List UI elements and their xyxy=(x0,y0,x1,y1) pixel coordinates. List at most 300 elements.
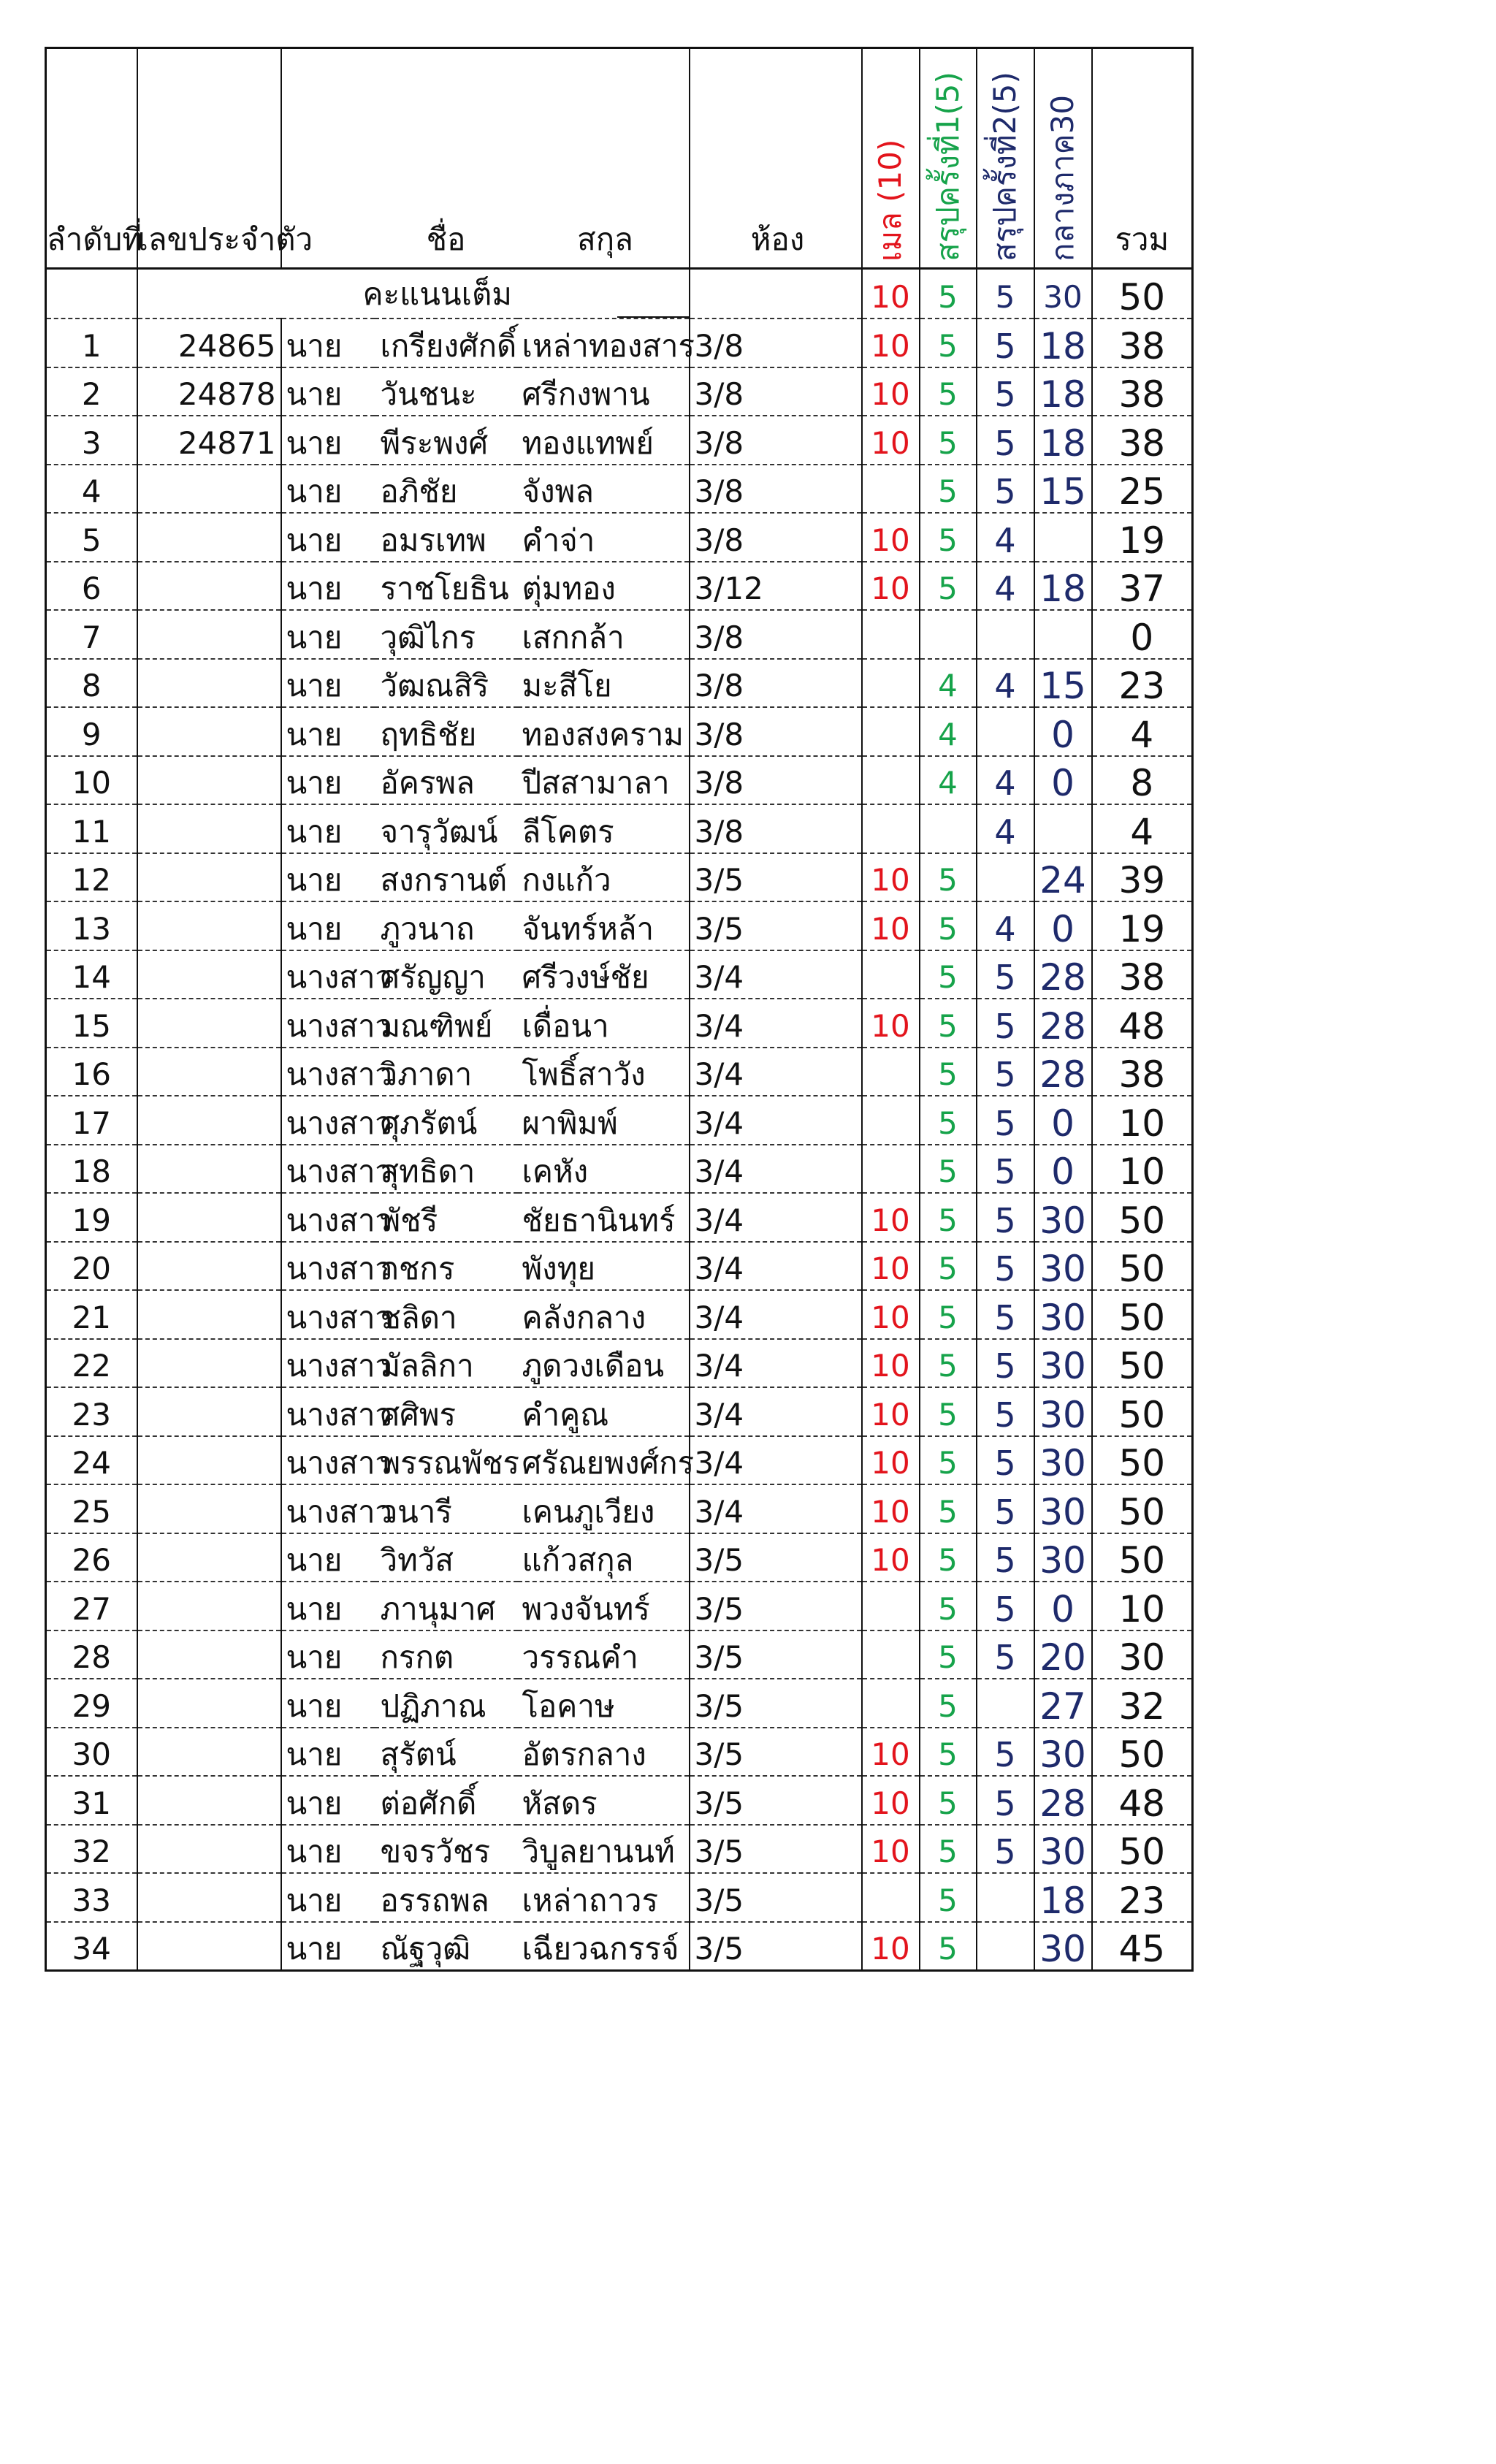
row-total-score: 48 xyxy=(1092,999,1193,1048)
row-mail-score: 10 xyxy=(862,1728,920,1777)
row-student-id xyxy=(137,610,281,659)
row-total-score: 38 xyxy=(1092,319,1193,367)
row-seq: 2 xyxy=(46,367,137,416)
row-first-name: ชลิดา xyxy=(375,1290,518,1339)
row-last-name: ศรัณยพงศ์กร xyxy=(518,1436,690,1485)
row-title: นาย xyxy=(281,1728,375,1777)
row-summary2-score: 5 xyxy=(977,1825,1034,1874)
row-summary1-score: 5 xyxy=(920,1096,977,1145)
row-title: นาย xyxy=(281,513,375,562)
row-summary1-score: 5 xyxy=(920,1145,977,1194)
row-seq: 24 xyxy=(46,1436,137,1485)
row-first-name: กรกต xyxy=(375,1630,518,1679)
row-seq: 17 xyxy=(46,1096,137,1145)
row-total-score: 50 xyxy=(1092,1825,1193,1874)
row-room: 3/4 xyxy=(690,1048,862,1096)
row-midterm-score: 30 xyxy=(1034,1387,1092,1436)
row-midterm-score: 18 xyxy=(1034,319,1092,367)
row-mail-score: 10 xyxy=(862,999,920,1048)
row-seq: 29 xyxy=(46,1679,137,1728)
row-summary2-score: 4 xyxy=(977,804,1034,853)
row-summary1-score: 5 xyxy=(920,1242,977,1291)
row-title: นางสาว xyxy=(281,1339,375,1388)
row-mail-score: 10 xyxy=(862,1484,920,1533)
row-summary1-score: 5 xyxy=(920,1484,977,1533)
row-last-name: ผาพิมพ์ xyxy=(518,1096,690,1145)
row-mail-score xyxy=(862,610,920,659)
row-last-name: ชัยธานินทร์ xyxy=(518,1193,690,1242)
row-first-name: วุฒิไกร xyxy=(375,610,518,659)
row-total-score: 50 xyxy=(1092,1387,1193,1436)
row-student-id xyxy=(137,950,281,999)
row-room: 3/4 xyxy=(690,1339,862,1388)
row-summary1-score: 5 xyxy=(920,416,977,465)
row-total-score: 10 xyxy=(1092,1582,1193,1630)
row-mail-score xyxy=(862,659,920,708)
row-seq: 4 xyxy=(46,465,137,514)
row-room: 3/5 xyxy=(690,1533,862,1582)
row-first-name: พัชรี xyxy=(375,1193,518,1242)
table-row xyxy=(46,1582,1193,1630)
row-first-name: ภานุมาศ xyxy=(375,1582,518,1630)
table-row xyxy=(46,950,1193,999)
row-summary2-score: 4 xyxy=(977,513,1034,562)
row-summary2-score xyxy=(977,610,1034,659)
row-student-id xyxy=(137,1339,281,1388)
row-seq: 13 xyxy=(46,901,137,950)
header-room: ห้อง xyxy=(690,48,862,269)
header-first-name: ชื่อ xyxy=(375,48,518,269)
row-last-name: พังทุย xyxy=(518,1242,690,1291)
header-midterm-text: กลางภาค30 xyxy=(1045,94,1080,262)
row-last-name: คำจ่า xyxy=(518,513,690,562)
row-first-name: พรรณพัชร xyxy=(375,1436,518,1485)
row-summary2-score: 5 xyxy=(977,1533,1034,1582)
row-summary2-score xyxy=(977,853,1034,902)
row-mail-score: 10 xyxy=(862,367,920,416)
full-score-label: คะแนนเต็ม xyxy=(362,276,512,312)
row-last-name: ลีโคตร xyxy=(518,804,690,853)
row-room: 3/5 xyxy=(690,901,862,950)
row-seq: 23 xyxy=(46,1387,137,1436)
row-title: นาย xyxy=(281,465,375,514)
row-total-score: 19 xyxy=(1092,513,1193,562)
row-summary2-score: 5 xyxy=(977,950,1034,999)
row-total-score: 48 xyxy=(1092,1776,1193,1825)
row-total-score: 50 xyxy=(1092,1728,1193,1777)
table-row xyxy=(46,1387,1193,1436)
table-row xyxy=(46,659,1193,708)
row-student-id: 24878 xyxy=(137,367,281,416)
row-room: 3/8 xyxy=(690,610,862,659)
row-total-score: 23 xyxy=(1092,1873,1193,1922)
row-total-score: 50 xyxy=(1092,1484,1193,1533)
row-student-id xyxy=(137,1436,281,1485)
row-midterm-score xyxy=(1034,513,1092,562)
table-row xyxy=(46,367,1193,416)
row-total-score: 50 xyxy=(1092,1290,1193,1339)
row-first-name: วันชนะ xyxy=(375,367,518,416)
row-summary1-score: 5 xyxy=(920,367,977,416)
row-first-name: ปฏิภาณ xyxy=(375,1679,518,1728)
table-row xyxy=(46,999,1193,1048)
full-score-label-cell xyxy=(281,269,690,319)
row-summary1-score: 5 xyxy=(920,1436,977,1485)
row-summary1-score: 5 xyxy=(920,1630,977,1679)
row-mail-score xyxy=(862,1582,920,1630)
row-first-name: ราชโยธิน xyxy=(375,562,518,611)
row-seq: 12 xyxy=(46,853,137,902)
row-mail-score: 10 xyxy=(862,853,920,902)
row-mail-score: 10 xyxy=(862,901,920,950)
row-last-name: ศรีวงษ์ชัย xyxy=(518,950,690,999)
row-student-id xyxy=(137,1387,281,1436)
row-summary2-score: 5 xyxy=(977,1048,1034,1096)
table-row xyxy=(46,1776,1193,1825)
row-last-name: ทองแทพย์ xyxy=(518,416,690,465)
row-title: นาย xyxy=(281,707,375,756)
row-room: 3/4 xyxy=(690,1096,862,1145)
row-seq: 27 xyxy=(46,1582,137,1630)
row-room: 3/5 xyxy=(690,1630,862,1679)
row-student-id xyxy=(137,999,281,1048)
row-summary1-score: 5 xyxy=(920,1290,977,1339)
row-first-name: ศศิพร xyxy=(375,1387,518,1436)
header-row xyxy=(46,48,1193,269)
row-summary2-score: 4 xyxy=(977,659,1034,708)
row-student-id xyxy=(137,1145,281,1194)
row-summary1-score: 5 xyxy=(920,999,977,1048)
table-row xyxy=(46,1484,1193,1533)
row-title: นาย xyxy=(281,562,375,611)
row-first-name: พีระพงศ์ xyxy=(375,416,518,465)
row-title: นาย xyxy=(281,1922,375,1971)
score-sheet-table xyxy=(45,47,1194,1972)
row-last-name: เคนภูเวียง xyxy=(518,1484,690,1533)
row-summary1-score: 5 xyxy=(920,319,977,367)
row-student-id xyxy=(137,1922,281,1971)
row-student-id xyxy=(137,707,281,756)
row-summary2-score xyxy=(977,1922,1034,1971)
row-first-name: วัฒณสิริ xyxy=(375,659,518,708)
row-summary1-score: 5 xyxy=(920,1873,977,1922)
row-last-name: เหล่าถาวร xyxy=(518,1873,690,1922)
row-title: นางสาว xyxy=(281,1242,375,1291)
row-last-name: ตุ่มทอง xyxy=(518,562,690,611)
row-midterm-score: 30 xyxy=(1034,1922,1092,1971)
row-midterm-score: 30 xyxy=(1034,1290,1092,1339)
row-seq: 19 xyxy=(46,1193,137,1242)
row-summary2-score: 5 xyxy=(977,1630,1034,1679)
row-summary1-score: 5 xyxy=(920,465,977,514)
row-mail-score xyxy=(862,707,920,756)
row-midterm-score: 30 xyxy=(1034,1436,1092,1485)
table-row xyxy=(46,804,1193,853)
row-midterm-score: 0 xyxy=(1034,1145,1092,1194)
row-midterm-score: 28 xyxy=(1034,1776,1092,1825)
table-row xyxy=(46,319,1193,367)
table-row xyxy=(46,562,1193,611)
row-first-name: กชกร xyxy=(375,1242,518,1291)
row-midterm-score: 20 xyxy=(1034,1630,1092,1679)
row-title: นาย xyxy=(281,1630,375,1679)
row-seq: 14 xyxy=(46,950,137,999)
row-student-id xyxy=(137,1096,281,1145)
row-summary1-score: 5 xyxy=(920,1776,977,1825)
row-summary2-score: 5 xyxy=(977,465,1034,514)
row-last-name: พวงจันทร์ xyxy=(518,1582,690,1630)
row-title: นางสาว xyxy=(281,1048,375,1096)
row-title: นาย xyxy=(281,1776,375,1825)
table-row xyxy=(46,610,1193,659)
row-summary1-score xyxy=(920,610,977,659)
row-summary1-score: 4 xyxy=(920,756,977,805)
row-mail-score xyxy=(862,1145,920,1194)
row-midterm-score xyxy=(1034,804,1092,853)
row-title: นาย xyxy=(281,901,375,950)
row-total-score: 25 xyxy=(1092,465,1193,514)
row-room: 3/8 xyxy=(690,707,862,756)
row-total-score: 50 xyxy=(1092,1533,1193,1582)
row-midterm-score: 15 xyxy=(1034,659,1092,708)
row-summary2-score: 5 xyxy=(977,1728,1034,1777)
row-room: 3/5 xyxy=(690,1582,862,1630)
row-mail-score xyxy=(862,1873,920,1922)
row-midterm-score: 30 xyxy=(1034,1193,1092,1242)
row-first-name: ฤทธิชัย xyxy=(375,707,518,756)
row-last-name: เดื่อนา xyxy=(518,999,690,1048)
row-midterm-score: 30 xyxy=(1034,1242,1092,1291)
row-room: 3/5 xyxy=(690,1873,862,1922)
row-student-id xyxy=(137,1825,281,1874)
row-room: 3/4 xyxy=(690,1436,862,1485)
table-row xyxy=(46,756,1193,805)
row-midterm-score xyxy=(1034,610,1092,659)
row-seq: 6 xyxy=(46,562,137,611)
row-midterm-score: 15 xyxy=(1034,465,1092,514)
row-last-name: เฉียวฉกรรจ์ xyxy=(518,1922,690,1971)
row-summary2-score xyxy=(977,1679,1034,1728)
row-summary2-score: 4 xyxy=(977,756,1034,805)
row-seq: 26 xyxy=(46,1533,137,1582)
table-row xyxy=(46,416,1193,465)
row-summary2-score: 5 xyxy=(977,1193,1034,1242)
row-summary2-score: 5 xyxy=(977,1242,1034,1291)
row-room: 3/5 xyxy=(690,1728,862,1777)
row-summary1-score: 5 xyxy=(920,1825,977,1874)
row-mail-score xyxy=(862,1630,920,1679)
row-total-score: 38 xyxy=(1092,367,1193,416)
row-first-name: ณัฐวุฒิ xyxy=(375,1922,518,1971)
row-summary1-score: 5 xyxy=(920,853,977,902)
row-title: นางสาว xyxy=(281,999,375,1048)
row-title: นางสาว xyxy=(281,1387,375,1436)
table-row xyxy=(46,513,1193,562)
row-seq: 30 xyxy=(46,1728,137,1777)
row-summary1-score: 5 xyxy=(920,1048,977,1096)
row-midterm-score: 30 xyxy=(1034,1728,1092,1777)
row-title: นาย xyxy=(281,804,375,853)
row-summary2-score: 4 xyxy=(977,562,1034,611)
row-room: 3/8 xyxy=(690,367,862,416)
table-row xyxy=(46,1728,1193,1777)
row-mail-score: 10 xyxy=(862,1193,920,1242)
row-title: นาย xyxy=(281,756,375,805)
row-total-score: 45 xyxy=(1092,1922,1193,1971)
full-score-id xyxy=(137,269,281,319)
row-title: นาย xyxy=(281,1825,375,1874)
row-total-score: 50 xyxy=(1092,1436,1193,1485)
row-student-id xyxy=(137,1048,281,1096)
row-seq: 16 xyxy=(46,1048,137,1096)
row-title: นาย xyxy=(281,1533,375,1582)
row-total-score: 8 xyxy=(1092,756,1193,805)
row-summary1-score: 5 xyxy=(920,1387,977,1436)
header-student-id: เลขประจำตัว xyxy=(137,48,281,269)
row-title: นาย xyxy=(281,610,375,659)
row-total-score: 39 xyxy=(1092,853,1193,902)
row-midterm-score: 30 xyxy=(1034,1339,1092,1388)
table-row xyxy=(46,1096,1193,1145)
row-room: 3/4 xyxy=(690,1484,862,1533)
row-first-name: ศุภรัตน์ xyxy=(375,1096,518,1145)
row-first-name: อภิชัย xyxy=(375,465,518,514)
row-midterm-score: 18 xyxy=(1034,1873,1092,1922)
row-summary1-score: 5 xyxy=(920,1922,977,1971)
row-room: 3/5 xyxy=(690,1679,862,1728)
row-midterm-score: 18 xyxy=(1034,367,1092,416)
row-room: 3/5 xyxy=(690,1825,862,1874)
row-summary2-score xyxy=(977,707,1034,756)
row-student-id xyxy=(137,1193,281,1242)
row-room: 3/12 xyxy=(690,562,862,611)
row-first-name: จารุวัฒน์ xyxy=(375,804,518,853)
row-midterm-score: 30 xyxy=(1034,1533,1092,1582)
row-last-name: หัสดร xyxy=(518,1776,690,1825)
full-score-midterm: 30 xyxy=(1034,269,1092,319)
header-midterm xyxy=(1034,48,1092,269)
row-last-name: มะสีโย xyxy=(518,659,690,708)
header-seq: ลำดับที่ xyxy=(46,48,137,269)
row-last-name: คำคูณ xyxy=(518,1387,690,1436)
row-summary2-score: 5 xyxy=(977,416,1034,465)
row-midterm-score: 27 xyxy=(1034,1679,1092,1728)
row-seq: 10 xyxy=(46,756,137,805)
row-total-score: 30 xyxy=(1092,1630,1193,1679)
table-row xyxy=(46,853,1193,902)
row-title: นาย xyxy=(281,1873,375,1922)
row-mail-score: 10 xyxy=(862,1436,920,1485)
row-midterm-score: 0 xyxy=(1034,707,1092,756)
row-total-score: 50 xyxy=(1092,1339,1193,1388)
row-last-name: จังพล xyxy=(518,465,690,514)
row-student-id xyxy=(137,465,281,514)
header-summary1-text: สรุปครั้งที่1(5) xyxy=(929,72,966,262)
table-row xyxy=(46,1873,1193,1922)
row-room: 3/8 xyxy=(690,513,862,562)
row-seq: 15 xyxy=(46,999,137,1048)
row-first-name: วิทวัส xyxy=(375,1533,518,1582)
row-mail-score: 10 xyxy=(862,1387,920,1436)
row-midterm-score: 18 xyxy=(1034,416,1092,465)
row-first-name: ขจรวัชร xyxy=(375,1825,518,1874)
table-row xyxy=(46,1679,1193,1728)
row-seq: 22 xyxy=(46,1339,137,1388)
row-summary1-score: 5 xyxy=(920,950,977,999)
row-summary2-score: 5 xyxy=(977,1776,1034,1825)
row-room: 3/4 xyxy=(690,1387,862,1436)
row-last-name: จันทร์หล้า xyxy=(518,901,690,950)
row-room: 3/8 xyxy=(690,319,862,367)
header-summary1 xyxy=(920,48,977,269)
row-student-id xyxy=(137,1290,281,1339)
row-last-name: เคหัง xyxy=(518,1145,690,1194)
row-student-id xyxy=(137,513,281,562)
row-last-name: โอคาษ xyxy=(518,1679,690,1728)
row-summary1-score: 5 xyxy=(920,1728,977,1777)
row-room: 3/4 xyxy=(690,1193,862,1242)
row-total-score: 4 xyxy=(1092,707,1193,756)
row-seq: 28 xyxy=(46,1630,137,1679)
row-title: นางสาว xyxy=(281,1096,375,1145)
row-midterm-score: 0 xyxy=(1034,756,1092,805)
row-last-name: ปีสสามาลา xyxy=(518,756,690,805)
row-last-name: ศรีกงพาน xyxy=(518,367,690,416)
row-summary1-score xyxy=(920,804,977,853)
header-last-name: สกุล xyxy=(518,48,690,269)
row-summary2-score: 5 xyxy=(977,367,1034,416)
table-row xyxy=(46,1533,1193,1582)
row-seq: 7 xyxy=(46,610,137,659)
row-first-name: สุทธิดา xyxy=(375,1145,518,1194)
row-summary2-score: 5 xyxy=(977,1387,1034,1436)
row-midterm-score: 0 xyxy=(1034,1582,1092,1630)
row-midterm-score: 30 xyxy=(1034,1484,1092,1533)
header-mail xyxy=(862,48,920,269)
row-title: นาย xyxy=(281,853,375,902)
table-row xyxy=(46,1436,1193,1485)
row-room: 3/4 xyxy=(690,1242,862,1291)
row-summary1-score: 5 xyxy=(920,1679,977,1728)
header-summary2-text: สรุปครั้งที่2(5) xyxy=(987,72,1023,262)
row-mail-score xyxy=(862,1096,920,1145)
table-row xyxy=(46,1145,1193,1194)
row-student-id xyxy=(137,1728,281,1777)
row-title: นาย xyxy=(281,1679,375,1728)
row-total-score: 10 xyxy=(1092,1096,1193,1145)
row-room: 3/8 xyxy=(690,804,862,853)
row-seq: 34 xyxy=(46,1922,137,1971)
row-title: นาย xyxy=(281,659,375,708)
row-summary2-score: 5 xyxy=(977,1096,1034,1145)
row-seq: 31 xyxy=(46,1776,137,1825)
row-room: 3/4 xyxy=(690,999,862,1048)
row-summary1-score: 5 xyxy=(920,562,977,611)
row-student-id xyxy=(137,1776,281,1825)
row-summary2-score: 5 xyxy=(977,1145,1034,1194)
row-first-name: อัครพล xyxy=(375,756,518,805)
row-first-name: อรรถพล xyxy=(375,1873,518,1922)
row-mail-score xyxy=(862,950,920,999)
row-summary2-score: 5 xyxy=(977,1339,1034,1388)
row-first-name: มัลลิกา xyxy=(375,1339,518,1388)
row-last-name: แก้วสกุล xyxy=(518,1533,690,1582)
full-score-total: 50 xyxy=(1092,269,1193,319)
row-student-id: 24871 xyxy=(137,416,281,465)
row-room: 3/5 xyxy=(690,1776,862,1825)
row-midterm-score: 30 xyxy=(1034,1825,1092,1874)
row-title: นาย xyxy=(281,1582,375,1630)
